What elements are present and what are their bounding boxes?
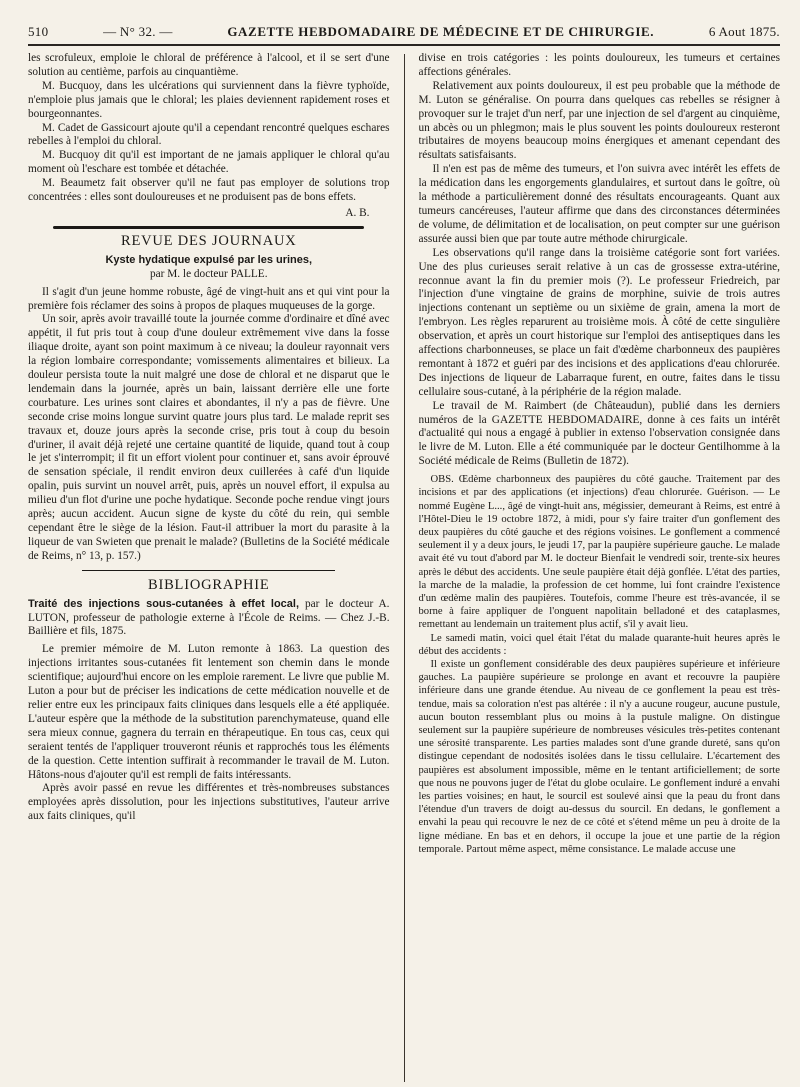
article-author: par M. le docteur PALLE.	[149, 267, 268, 280]
article-title-kyste	[28, 254, 390, 282]
article-title: Kyste hydatique expulsé par les urines,	[105, 253, 313, 266]
book-details: par le docteur A. LUTON, professeur de pathologie externe à l'École de Reims. — Chez J.-B. Baillière et fils, 1875.	[28, 597, 390, 638]
section-heading-bibliographie: BIBLIOGRAPHIE	[147, 576, 270, 593]
journal-title: GAZETTE HEBDOMADAIRE DE MÉDECINE ET DE CHIRURGIE.	[227, 24, 655, 39]
running-header	[28, 24, 780, 46]
paragraph: Le samedi matin, voici quel était l'état du malade quarante-huit heures après le début des accidents :	[418, 632, 781, 657]
left-column	[28, 52, 390, 1082]
paragraph: M. Bucquoy dit qu'il est important de ne jamais appliquer le chloral qu'au moment où l'eschare est tombée et détachée.	[28, 149, 390, 176]
paragraph: les scrofuleux, emploie le chloral de préférence à l'alcool, et il se sert d'une solution au centième, parfois au cinquantième.	[28, 52, 390, 78]
paragraph: Il existe un gonflement considérable des deux paupières supérieure et inférieure gauches. La paupière supérieure se prolonge en avant et recouvre la paupière inférieure dans une grande étendue. Au niveau de ce gonflement la peau est très-tendue, mais sa coloration n'est pas altérée : il n'y a aucune rougeur, aucune pustule, aucun bouton ressemblant plus ou moins à la pustule maligne. On distingue seulement sur la paupière supérieure de nombreuses vésicules très-petites contenant une sérosité transparente. Les parties malades sont d'une grande dureté, sans qu'on distingue cependant de nodosités isolées dans le tissu cellulaire. L'écartement des paupières est absolument impossible, même en le tentant artificiellement; de sorte que nous ne pouvons juger de l'état du globe oculaire. Le gonflement induré a envahi les parties voisines; en haut, le sourcil est soulevé ainsi que la peau du front dans l'étendue d'un travers de doigt au-dessus du sourcil. En dedans, le gonflement a envahi la peau qui recouvre le nez de ce côté et s'étend même un peu à droite de la ligne médiane. En bas et en dehors, il occupe la joue et une partie de la région temporale. Partout même aspect, même consistance. Le malade accuse une	[418, 659, 781, 855]
section-heading-revue: REVUE DES JOURNAUX	[121, 232, 297, 249]
paragraph: Après avoir passé en revue les différentes et très-nombreuses substances employées après dissolution, pour les injections substitutives, l'auteur arrive aux faits cliniques, qu'il	[28, 782, 390, 823]
paragraph: M. Cadet de Gassicourt ajoute qu'il a cependant rencontré quelques eschares rebelles à l'emploi du chloral.	[28, 121, 390, 148]
two-column-body	[28, 52, 780, 1082]
signature: A. B.	[345, 206, 370, 219]
paragraph: Les observations qu'il range dans la troisième catégorie sont fort variées. Une des plus curieuses serait relative à un cas de grossesse extra-utérine, reconnue avant la fin du premier mois (?). Le professeur Friedreich, par l'injection d'une vingtaine de grains de morphine, suivie de trois autres injections contenant un septième ou un sixième de grain, amena la mort de l'embryon. Les règles reparurent au troisième mois. À côté de cette singulière observation, et après un court historique sur l'emploi des antiseptiques dans les affections charbonneuses, se place un fait d'œdème charbonneux des paupières remontant à 1872 et guéri par des incisions et des applications d'eau chlorurée. Des injections de liqueur de Labarraque furent, en outre, faites dans le tissu cellulaire sous-cutané, à la périphérie de la région malade.	[418, 246, 781, 398]
paragraph: M. Beaumetz fait observer qu'il ne faut pas employer de solutions trop concentrées : elles sont douloureuses et ne produisent pas de bons effets.	[28, 177, 390, 204]
paragraph: Un soir, après avoir travaillé toute la journée comme d'ordinaire et dîné avec appétit, il fut pris tout à coup d'une douleur extrêmement vive dans la fosse iliaque droite, ayant son point maximum à ce niveau; la douleur rayonnait vers la région lombaire correspondante; vomissements alimentaires et bilieux. La douleur persista toute la nuit malgré une dose de chloral et ne disparut que le lendemain dans la journée, après un bain, laissant derrière elle une forte courbature. Les urines sont claires et abondantes, il n'y a pas de fièvre. Une seconde crise moins longue survint quatre jours plus tard. Le malade reprit ses travaux et, douze jours après la seconde crise, pris tout à coup du besoin d'uriner, il avait déjà rejeté une certaine quantité de liquide, quand tout à coup le jet s'interrompit; il fit un effort violent pour continuer et, sans avoir éprouvé de sensation spéciale, il rendit environ deux cuillerées à café d'un liquide opalin, puis survint un nouvel arrêt, puis, après un nouvel effort, il expulsa au milieu d'un flot d'urine une poche hydatique. Seconde poche rendue vingt jours après; aucun accident. Aucun signe de kyste du côté du rein, qui semble cependant être le siège de la lésion. Faut-il attribuer la mort du parasite à la liqueur de van Swieten que prenait le malade? (Bulletins de la Société médicale de Reims, n° 13, p. 157.)	[28, 313, 390, 562]
observation-block	[419, 473, 781, 856]
issue-number: — N° 32. —	[103, 24, 173, 39]
paragraph: Le premier mémoire de M. Luton remonte à 1863. La question des injections irritantes sous-cutanées fit lentement son chemin dans le monde scientifique; aujourd'hui encore on les emploie rarement. Le livre que publie M. Luton a pour but de préciser les indications de cette médication nouvelle et de relier entre eux les principaux faits cliniques dans lesquels elle a été appliquée. L'auteur espère que la méthode de la substitution parenchymateuse, quand elle sera mieux connue, gagnera du terrain en thérapeutique. En tous cas, ceux qui seraient tentés de l'appliquer trouveront réunis et rapprochés tous les éléments de la question. Cette intention suffirait à recommander le travail de M. Luton. Hâtons-nous d'ajouter qu'il est rempli de faits intéressants.	[28, 643, 390, 781]
paragraph: Il s'agit d'un jeune homme robuste, âgé de vingt-huit ans et qui vint pour la première fois réclamer des soins à propos de plaques muqueuses de la gorge.	[28, 285, 390, 312]
book-citation	[28, 598, 390, 640]
paragraph: Il n'en est pas de même des tumeurs, et l'on suivra avec intérêt les effets de la médication dans les engorgements glandulaires, et surtout dans le goître, où la méthode a particulièrement donné des résultats encourageants. Quant aux tumeurs cancéreuses, l'auteur affirme que dans des circonstances déterminées de volume, de délimitation et de localisation, on peut compter sur une guérison assurée aussi bien que par toute autre méthode chirurgicale.	[418, 163, 781, 245]
section-divider	[53, 226, 364, 229]
paragraph: divise en trois catégories : les points douloureux, les tumeurs et certaines affections générales.	[418, 52, 781, 78]
section-divider	[82, 570, 335, 571]
book-title: Traité des injections sous-cutanées à effet local,	[28, 597, 300, 610]
paragraph: OBS. Œdème charbonneux des paupières du côté gauche. Traitement par des incisions et par des applications (et injections) d'eau chlorurée. Guérison. — Le nommé Eugène L..., âgé de vingt-huit ans, mégissier, demeurant à Reims, est entré à l'Hôtel-Dieu le 19 octobre 1872, à midi, pour s'y faire traiter d'un gonflement des deux paupières du côté gauche et des régions voisines. Le gonflement a commencé seulement il y a deux jours, le jeudi 17, par la paupière supérieure gauche. Le malade avait été vu tout d'abord par M. le docteur Bienfait le vendredi soir, trente-six heures après le début des accidents. Une seule paupière était déjà gonflée. L'état des parties, la marche de la maladie, la profession de cet homme, lui font craindre l'existence d'un œdème malin des paupières. Toutefois, comme l'heure est très-avancée, il se borne à faire appliquer de l'onguent napolitain belladoné et des cataplasmes, remettant au lendemain un traitement plus actif, s'il y avait lieu.	[418, 474, 781, 631]
paragraph: Le travail de M. Raimbert (de Châteaudun), publié dans les derniers numéros de la GAZETTE HEBDOMADAIRE, donne à ces faits un intérêt d'actualité qui nous a engagé à publier in extenso l'observation consignée dans le livre de M. Luton. Elle a été communiquée par le docteur Gentilhomme à la Société médicale de Reims (Bulletin de 1872).	[418, 399, 781, 468]
column-rule	[404, 54, 405, 1082]
issue-date: 6 Aout 1875.	[708, 24, 780, 39]
right-column	[419, 52, 781, 1082]
page-number: 510	[28, 24, 49, 39]
paragraph: Relativement aux points douloureux, il est peu probable que la méthode de M. Luton se généralise. On pourra dans quelques cas rebelles se résigner à provoquer sur le trajet d'un nerf, par une injection de sel d'argent au cinquième, un abcès ou un phlegmon; mais le plus souvent les points douloureux resteront tributaires de moyens beaucoup moins énergiques et amenant cependant des résultats satisfaisants.	[418, 79, 781, 162]
paragraph: M. Bucquoy, dans les ulcérations qui surviennent dans la fièvre typhoïde, n'emploie plus jamais que le chloral; les plaies deviennent rapidement roses et bourgeonnantes.	[28, 79, 390, 120]
